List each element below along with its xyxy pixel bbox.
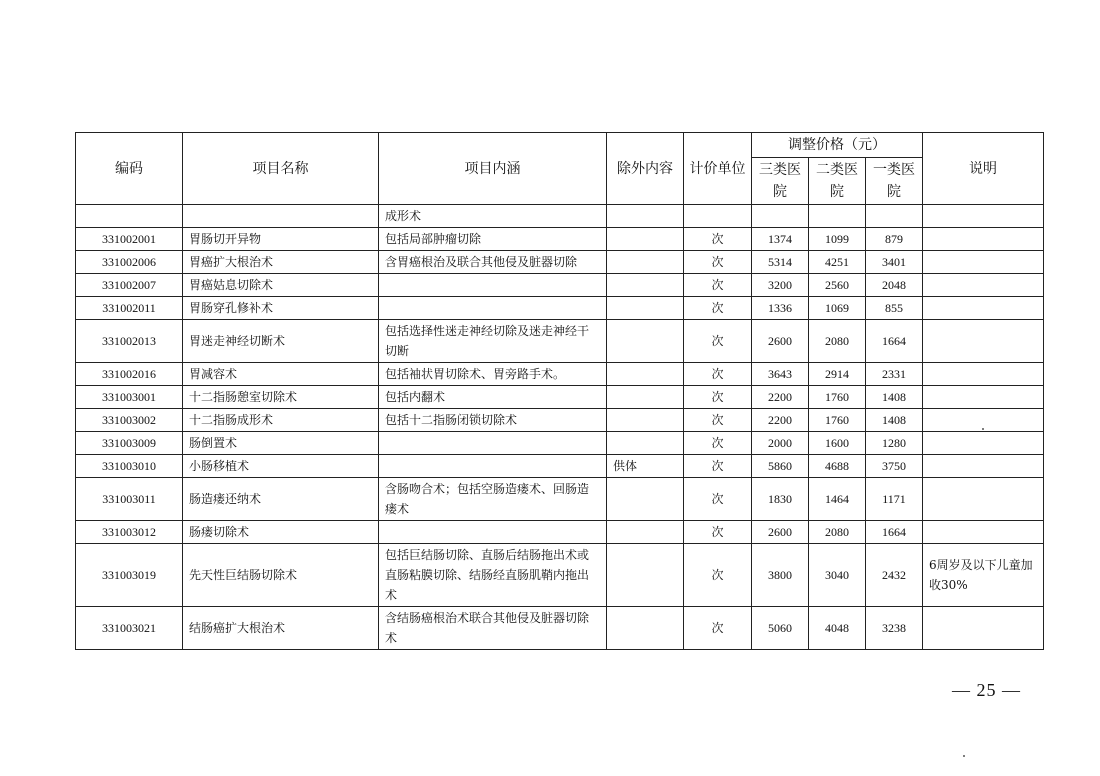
cell-price-class3: 5060 bbox=[752, 607, 809, 650]
cell-name: 胃癌扩大根治术 bbox=[183, 251, 379, 274]
cell-code: 331002001 bbox=[76, 228, 183, 251]
cell-content: 包括选择性迷走神经切除及迷走神经干切断 bbox=[379, 320, 607, 363]
header-name: 项目名称 bbox=[183, 133, 379, 205]
cell-note: 6周岁及以下儿童加收30% bbox=[923, 544, 1044, 607]
cell-price-class2: 2080 bbox=[809, 521, 866, 544]
cell-code: 331002013 bbox=[76, 320, 183, 363]
cell-price-class3: 2200 bbox=[752, 409, 809, 432]
cell-price-class1: 1408 bbox=[866, 409, 923, 432]
cell-code: 331003011 bbox=[76, 478, 183, 521]
cell-content: 包括局部肿瘤切除 bbox=[379, 228, 607, 251]
cell-excluded bbox=[607, 205, 684, 228]
header-note: 说明 bbox=[923, 133, 1044, 205]
cell-content: 包括内翻术 bbox=[379, 386, 607, 409]
cell-price-class3 bbox=[752, 205, 809, 228]
cell-price-class2: 3040 bbox=[809, 544, 866, 607]
header-class1: 一类医院 bbox=[866, 158, 923, 205]
header-excluded: 除外内容 bbox=[607, 133, 684, 205]
cell-name: 胃迷走神经切断术 bbox=[183, 320, 379, 363]
table-row bbox=[76, 320, 1044, 363]
header-price-group: 调整价格（元） bbox=[752, 133, 923, 158]
cell-price-class2: 1760 bbox=[809, 386, 866, 409]
cell-unit bbox=[684, 205, 752, 228]
cell-note bbox=[923, 363, 1044, 386]
table-row bbox=[76, 297, 1044, 320]
cell-content bbox=[379, 274, 607, 297]
cell-unit: 次 bbox=[684, 607, 752, 650]
cell-note bbox=[923, 521, 1044, 544]
cell-excluded bbox=[607, 409, 684, 432]
cell-excluded bbox=[607, 607, 684, 650]
table-row bbox=[76, 478, 1044, 521]
cell-content bbox=[379, 455, 607, 478]
cell-excluded bbox=[607, 320, 684, 363]
cell-price-class2: 1099 bbox=[809, 228, 866, 251]
cell-content bbox=[379, 521, 607, 544]
cell-price-class3: 3800 bbox=[752, 544, 809, 607]
page-number: — 25 — bbox=[952, 680, 1021, 700]
cell-content bbox=[379, 432, 607, 455]
cell-code: 331003012 bbox=[76, 521, 183, 544]
cell-price-class1: 1408 bbox=[866, 386, 923, 409]
cell-price-class1: 2331 bbox=[866, 363, 923, 386]
table-row bbox=[76, 386, 1044, 409]
table-row bbox=[76, 228, 1044, 251]
header-class3: 三类医院 bbox=[752, 158, 809, 205]
cell-code bbox=[76, 205, 183, 228]
cell-price-class1 bbox=[866, 205, 923, 228]
cell-price-class2: 1069 bbox=[809, 297, 866, 320]
cell-note bbox=[923, 432, 1044, 455]
cell-code: 331003001 bbox=[76, 386, 183, 409]
cell-price-class2: 2080 bbox=[809, 320, 866, 363]
cell-price-class2: 2914 bbox=[809, 363, 866, 386]
table-row bbox=[76, 455, 1044, 478]
cell-unit: 次 bbox=[684, 432, 752, 455]
cell-content: 含结肠癌根治术联合其他侵及脏器切除术 bbox=[379, 607, 607, 650]
cell-price-class3: 1336 bbox=[752, 297, 809, 320]
table-row bbox=[76, 607, 1044, 650]
cell-excluded bbox=[607, 386, 684, 409]
cell-unit: 次 bbox=[684, 521, 752, 544]
cell-code: 331002016 bbox=[76, 363, 183, 386]
scan-speck bbox=[982, 428, 984, 430]
cell-unit: 次 bbox=[684, 455, 752, 478]
cell-name: 结肠癌扩大根治术 bbox=[183, 607, 379, 650]
cell-price-class2: 1760 bbox=[809, 409, 866, 432]
header-class2: 二类医院 bbox=[809, 158, 866, 205]
table-row bbox=[76, 251, 1044, 274]
table-row bbox=[76, 274, 1044, 297]
cell-content: 含肠吻合术；包括空肠造瘘术、回肠造瘘术 bbox=[379, 478, 607, 521]
cell-code: 331002011 bbox=[76, 297, 183, 320]
cell-price-class2: 2560 bbox=[809, 274, 866, 297]
cell-code: 331003021 bbox=[76, 607, 183, 650]
cell-code: 331003009 bbox=[76, 432, 183, 455]
cell-unit: 次 bbox=[684, 363, 752, 386]
table-row bbox=[76, 363, 1044, 386]
cell-note bbox=[923, 320, 1044, 363]
header-code: 编码 bbox=[76, 133, 183, 205]
cell-name bbox=[183, 205, 379, 228]
cell-note bbox=[923, 297, 1044, 320]
cell-name: 胃肠穿孔修补术 bbox=[183, 297, 379, 320]
cell-note bbox=[923, 607, 1044, 650]
cell-content: 含胃癌根治及联合其他侵及脏器切除 bbox=[379, 251, 607, 274]
cell-price-class3: 2200 bbox=[752, 386, 809, 409]
cell-name: 肠倒置术 bbox=[183, 432, 379, 455]
cell-price-class1: 1280 bbox=[866, 432, 923, 455]
table-row bbox=[76, 432, 1044, 455]
cell-code: 331003019 bbox=[76, 544, 183, 607]
table-row bbox=[76, 409, 1044, 432]
cell-content: 包括十二指肠闭锁切除术 bbox=[379, 409, 607, 432]
cell-excluded bbox=[607, 478, 684, 521]
cell-excluded bbox=[607, 544, 684, 607]
cell-name: 十二指肠憩室切除术 bbox=[183, 386, 379, 409]
cell-price-class3: 2000 bbox=[752, 432, 809, 455]
cell-unit: 次 bbox=[684, 544, 752, 607]
cell-excluded bbox=[607, 274, 684, 297]
cell-content: 包括巨结肠切除、直肠后结肠拖出术或直肠粘膜切除、结肠经直肠肌鞘内拖出术 bbox=[379, 544, 607, 607]
cell-price-class2: 1464 bbox=[809, 478, 866, 521]
cell-price-class3: 1374 bbox=[752, 228, 809, 251]
cell-price-class1: 855 bbox=[866, 297, 923, 320]
cell-unit: 次 bbox=[684, 228, 752, 251]
scan-speck bbox=[963, 755, 965, 757]
cell-price-class1: 1664 bbox=[866, 320, 923, 363]
cell-excluded bbox=[607, 228, 684, 251]
cell-excluded bbox=[607, 363, 684, 386]
cell-price-class3: 5860 bbox=[752, 455, 809, 478]
cell-excluded bbox=[607, 521, 684, 544]
cell-excluded bbox=[607, 297, 684, 320]
cell-price-class1: 1171 bbox=[866, 478, 923, 521]
cell-price-class2: 1600 bbox=[809, 432, 866, 455]
cell-name: 胃癌姑息切除术 bbox=[183, 274, 379, 297]
cell-content: 包括袖状胃切除术、胃旁路手术。 bbox=[379, 363, 607, 386]
cell-note bbox=[923, 386, 1044, 409]
cell-name: 先天性巨结肠切除术 bbox=[183, 544, 379, 607]
price-adjustment-table bbox=[75, 132, 1044, 650]
table-row bbox=[76, 544, 1044, 607]
cell-price-class1: 2432 bbox=[866, 544, 923, 607]
cell-note bbox=[923, 478, 1044, 521]
cell-name: 胃减容术 bbox=[183, 363, 379, 386]
cell-note bbox=[923, 205, 1044, 228]
cell-price-class1: 879 bbox=[866, 228, 923, 251]
cell-name: 胃肠切开异物 bbox=[183, 228, 379, 251]
cell-content bbox=[379, 297, 607, 320]
header-content: 项目内涵 bbox=[379, 133, 607, 205]
cell-price-class1: 2048 bbox=[866, 274, 923, 297]
cell-note bbox=[923, 251, 1044, 274]
cell-note bbox=[923, 274, 1044, 297]
cell-price-class2 bbox=[809, 205, 866, 228]
cell-price-class2: 4048 bbox=[809, 607, 866, 650]
cell-excluded: 供体 bbox=[607, 455, 684, 478]
cell-code: 331003002 bbox=[76, 409, 183, 432]
header-unit: 计价单位 bbox=[684, 133, 752, 205]
cell-name: 肠瘘切除术 bbox=[183, 521, 379, 544]
table-row bbox=[76, 521, 1044, 544]
cell-excluded bbox=[607, 251, 684, 274]
cell-price-class3: 1830 bbox=[752, 478, 809, 521]
cell-price-class3: 2600 bbox=[752, 521, 809, 544]
cell-price-class2: 4688 bbox=[809, 455, 866, 478]
cell-code: 331003010 bbox=[76, 455, 183, 478]
cell-price-class3: 3643 bbox=[752, 363, 809, 386]
cell-code: 331002007 bbox=[76, 274, 183, 297]
table-row bbox=[76, 205, 1044, 228]
cell-price-class3: 2600 bbox=[752, 320, 809, 363]
cell-note bbox=[923, 455, 1044, 478]
cell-name: 肠造瘘还纳术 bbox=[183, 478, 379, 521]
cell-price-class3: 3200 bbox=[752, 274, 809, 297]
cell-name: 十二指肠成形术 bbox=[183, 409, 379, 432]
cell-price-class1: 1664 bbox=[866, 521, 923, 544]
cell-content: 成形术 bbox=[379, 205, 607, 228]
cell-unit: 次 bbox=[684, 320, 752, 363]
cell-price-class1: 3401 bbox=[866, 251, 923, 274]
cell-unit: 次 bbox=[684, 409, 752, 432]
cell-unit: 次 bbox=[684, 386, 752, 409]
cell-price-class1: 3750 bbox=[866, 455, 923, 478]
cell-price-class3: 5314 bbox=[752, 251, 809, 274]
cell-unit: 次 bbox=[684, 274, 752, 297]
cell-note bbox=[923, 228, 1044, 251]
cell-name: 小肠移植术 bbox=[183, 455, 379, 478]
cell-unit: 次 bbox=[684, 251, 752, 274]
table-header-row bbox=[76, 133, 1044, 158]
cell-price-class1: 3238 bbox=[866, 607, 923, 650]
table-body bbox=[76, 205, 1044, 650]
cell-unit: 次 bbox=[684, 297, 752, 320]
cell-unit: 次 bbox=[684, 478, 752, 521]
cell-excluded bbox=[607, 432, 684, 455]
cell-price-class2: 4251 bbox=[809, 251, 866, 274]
cell-code: 331002006 bbox=[76, 251, 183, 274]
